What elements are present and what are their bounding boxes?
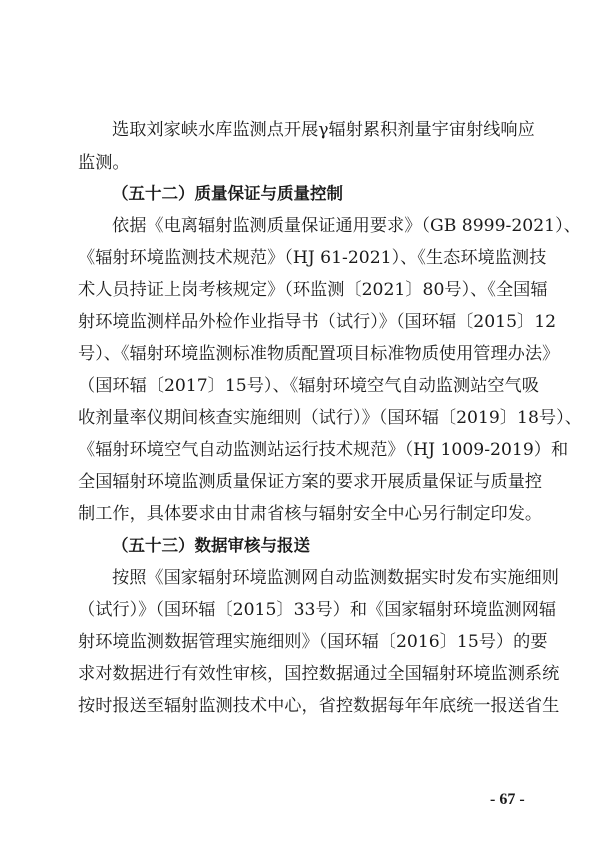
paragraph-line: 按时报送至辐射监测技术中心，省控数据每年年底统一报送省生 — [78, 696, 560, 716]
paragraph-line: 求对数据进行有效性审核，国控数据通过全国辐射环境监测系统 — [78, 664, 560, 684]
paragraph-line: 号）、《辐射环境监测标准物质配置项目标准物质使用管理办法》 — [78, 344, 560, 364]
paragraph-line: 制工作，具体要求由甘肃省核与辐射安全中心另行制定印发。 — [78, 504, 543, 524]
paragraph-line: 全国辐射环境监测质量保证方案的要求开展质量保证与质量控 — [78, 472, 543, 492]
paragraph-line: 依据《电离辐射监测质量保证通用要求》（GB 8999-2021）、 — [112, 216, 581, 236]
page-number: - 67 - — [490, 791, 525, 808]
paragraph-line: （国环辐〔2017〕15号）、《辐射环境空气自动监测站空气吸 — [78, 376, 539, 396]
paragraph-line: 选取刘家峡水库监测点开展γ辐射累积剂量宇宙射线响应 — [112, 120, 535, 140]
paragraph-line: （试行）》（国环辐〔2015〕33号）和《国家辐射环境监测网辐 — [78, 600, 557, 620]
paragraph-line: 按照《国家辐射环境监测网自动监测数据实时发布实施细则 — [112, 568, 559, 588]
section-heading-53: （五十三）数据审核与报送 — [112, 536, 310, 555]
paragraph-line: 射环境监测样品外检作业指导书（试行）》（国环辐〔2015〕12 — [78, 312, 557, 332]
paragraph-line: 《辐射环境空气自动监测站运行技术规范》（HJ 1009-2019）和 — [78, 440, 569, 460]
paragraph-line: 《辐射环境监测技术规范》（HJ 61-2021）、《生态环境监测技 — [78, 248, 547, 268]
paragraph-line: 术人员持证上岗考核规定》（环监测〔2021〕80号）、《全国辐 — [78, 280, 548, 300]
section-heading-52: （五十二）质量保证与质量控制 — [112, 184, 343, 203]
paragraph-line: 收剂量率仪期间核查实施细则（试行）》（国环辐〔2019〕18号）、 — [78, 408, 582, 428]
paragraph-line: 射环境监测数据管理实施细则》（国环辐〔2016〕15号）的要 — [78, 632, 548, 652]
paragraph-line: 监测。 — [78, 153, 130, 173]
